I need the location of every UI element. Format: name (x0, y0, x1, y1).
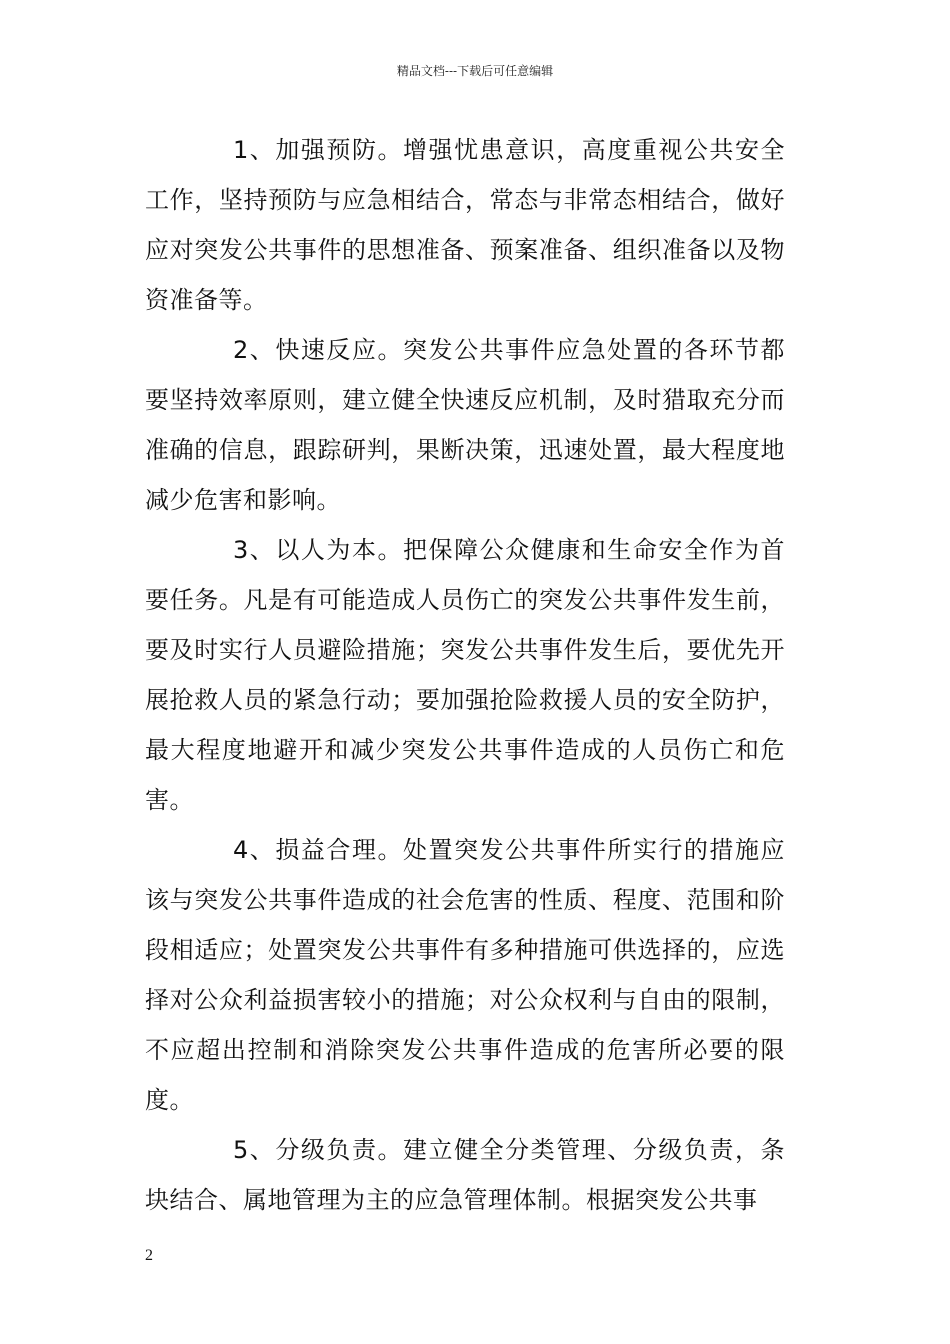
paragraph-2: 2、快速反应。突发公共事件应急处置的各环节都要坚持效率原则，建立健全快速反应机制，及时猎取充分而准确的信息，跟踪研判，果断决策，迅速处置，最大程度地减少危害和影响。 (145, 336, 785, 514)
paragraph-1: 1、加强预防。增强忧患意识，高度重视公共安全工作，坚持预防与应急相结合，常态与非常态相结合，做好应对突发公共事件的思想准备、预案准备、组织准备以及物资准备等。 (145, 136, 785, 314)
paragraph-4: 4、损益合理。处置突发公共事件所实行的措施应该与突发公共事件造成的社会危害的性质、程度、范围和阶段相适应；处置突发公共事件有多种措施可供选择的，应选择对公众利益损害较小的措施；对公众权利与自由的限制，不应超出控制和消除突发公共事件造成的危害所必要的限度。 (145, 836, 785, 1114)
paragraph-3: 3、以人为本。把保障公众健康和生命安全作为首要任务。凡是有可能造成人员伤亡的突发公共事件发生前，要及时实行人员避险措施；突发公共事件发生后，要优先开展抢救人员的紧急行动；要加强抢险救援人员的安全防护，最大程度地避开和减少突发公共事件造成的人员伤亡和危害。 (145, 536, 785, 814)
paragraph-5: 5、分级负责。建立健全分类管理、分级负责，条块结合、属地管理为主的应急管理体制。根据突发公共事 (145, 1136, 785, 1214)
page-number: 2 (145, 1247, 153, 1264)
document-body (145, 125, 785, 1225)
page-header: 精品文档---下载后可任意编辑 (396, 64, 554, 78)
